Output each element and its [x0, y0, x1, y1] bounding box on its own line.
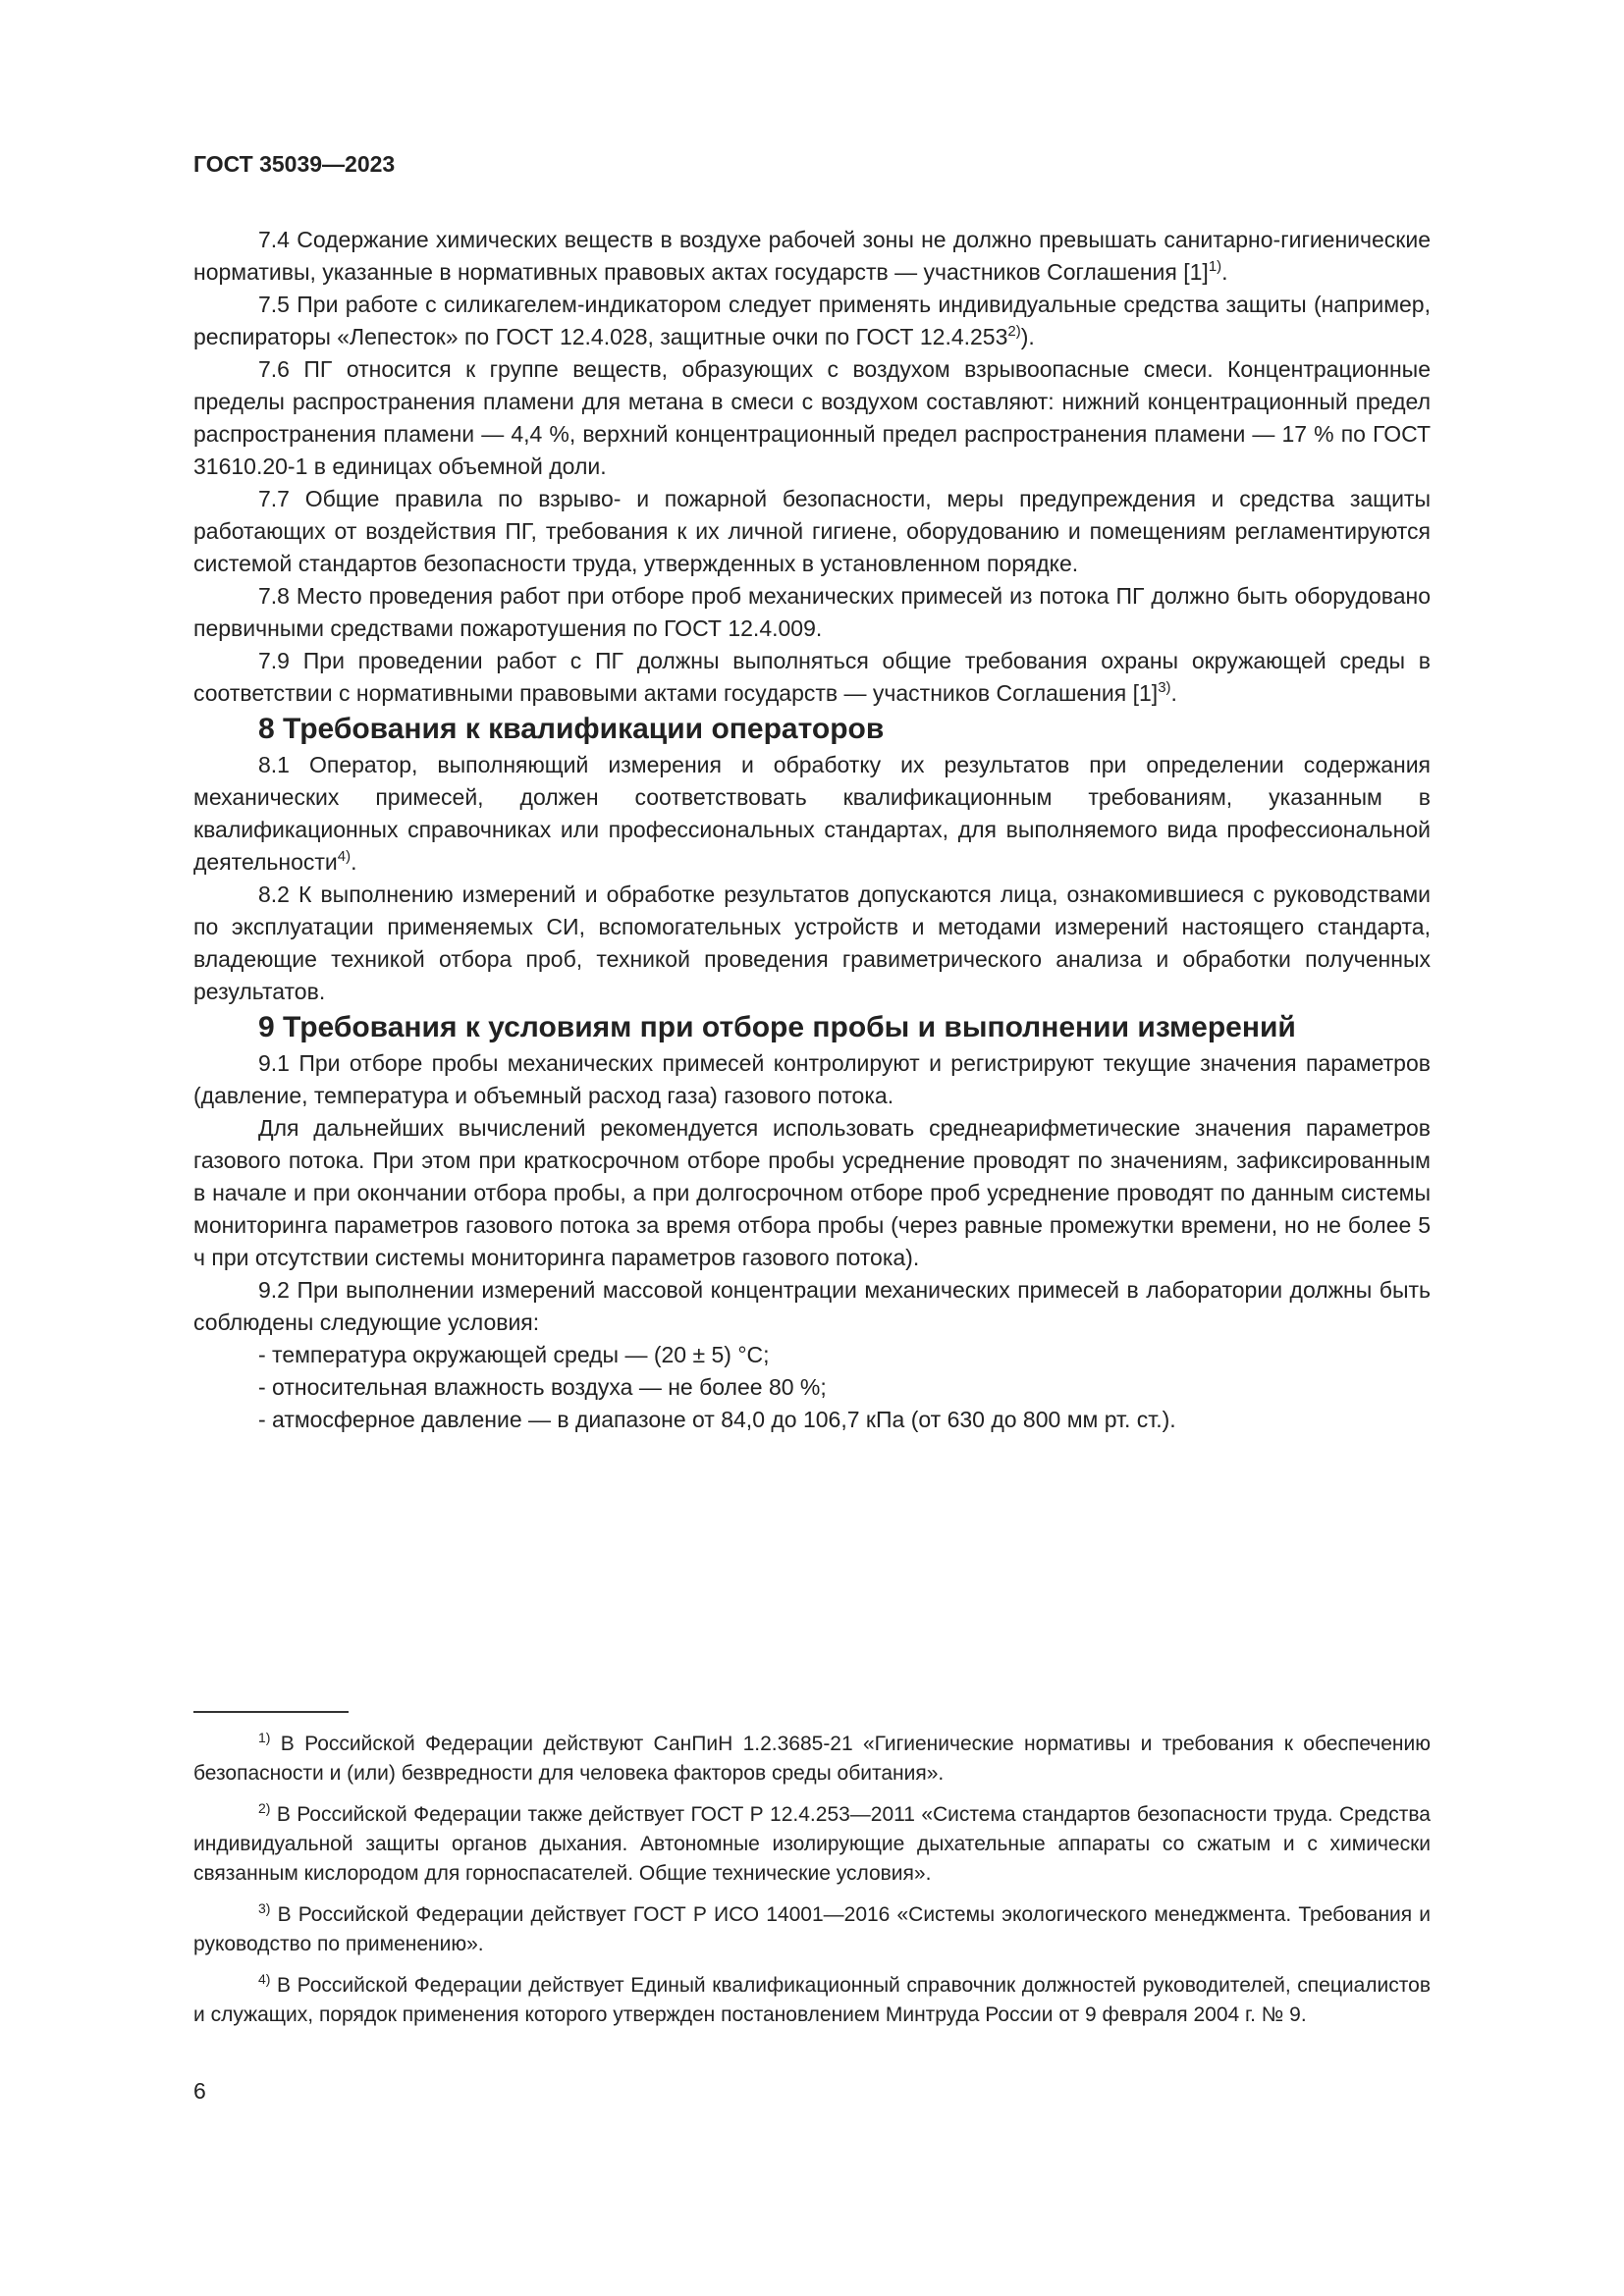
list-item: - температура окружающей среды — (20 ± 5) °С;: [258, 1342, 770, 1367]
paragraph-7-6: 7.6 ПГ относится к группе веществ, образующих с воздухом взрывоопасные смеси. Концентрационные пределы распространения пламени для метана в смеси с воздухом составляют: нижний концентрационный предел распространения пламени — 4,4 %, верхний концентрационный предел распространения пламени — 17 % по ГОСТ 31610.20-1 в единицах объемной доли.: [193, 356, 1431, 479]
footnote-2: $^{2)}$ В Российской Федерации также действует ГОСТ Р 12.4.253—2011 «Система стандартов безопасности труда. Средства индивидуальной защиты органов дыхания. Автономные изолирующие дыхательные аппараты со сжатым и с химически связанным кислородом для горноспасателей. Общие технические условия».: [193, 1800, 1431, 1885]
footnote-4: $^{4)}$ В Российской Федерации действует Единый квалификационный справочник должностей руководителей, специалистов и служащих, порядок применения которого утвержден постановлением Минтруда России от 9 февраля 2004 г. № 9.: [193, 1971, 1431, 2026]
footnote-mark: 3): [258, 1900, 271, 1916]
section-8-heading: 8 Требования к квалификации операторов: [258, 713, 885, 745]
footnote-ref-2[interactable]: 2): [1007, 323, 1021, 340]
conditions-list: [193, 1339, 1431, 1436]
footnote-mark: 4): [258, 1971, 271, 1987]
paragraph-9-2: 9.2 При выполнении измерений массовой концентрации механических примесей в лаборатории должны быть соблюдены следующие условия:: [193, 1277, 1431, 1335]
footnote-ref-4[interactable]: 4): [337, 848, 352, 865]
paragraph-8-1: 8.1 Оператор, выполняющий измерения и обработку их результатов при определении содержания механических примесей, должен соответствовать квалификационным требованиям, указанным в квалификационных справочниках или профессиональных стандартах, для выполняемого вида профессиональной деятельности$^{4)}$.: [193, 752, 1431, 875]
footnote-divider: [193, 1711, 349, 1713]
footnote-3: $^{3)}$ В Российской Федерации действует ГОСТ Р ИСО 14001—2016 «Системы экологического менеджмента. Требования и руководство по применению».: [193, 1900, 1431, 1955]
document-header: ГОСТ 35039—2023: [193, 151, 396, 177]
footnote-1: $^{1)}$ В Российской Федерации действуют СанПиН 1.2.3685-21 «Гигиенические нормативы и требования к обеспечению безопасности и (или) безвредности для человека факторов среды обитания».: [193, 1730, 1431, 1785]
paragraph-7-7: 7.7 Общие правила по взрыво- и пожарной безопасности, меры предупреждения и средства защиты работающих от воздействия ПГ, требования к их личной гигиене, оборудованию и помещениям регламентируются системой стандартов безопасности труда, утвержденных в установленном порядке.: [193, 486, 1431, 576]
paragraph-7-8: 7.8 Место проведения работ при отборе проб механических примесей из потока ПГ должно быть оборудовано первичными средствами пожаротушения по ГОСТ 12.4.009.: [193, 583, 1431, 641]
list-item: - относительная влажность воздуха — не более 80 %;: [258, 1374, 827, 1400]
list-item: - атмосферное давление — в диапазоне от 84,0 до 106,7 кПа (от 630 до 800 мм рт. ст.).: [258, 1407, 1176, 1432]
paragraph-7-9: 7.9 При проведении работ с ПГ должны выполняться общие требования охраны окружающей среды в соответствии с нормативными правовыми актами государств — участников Соглашения $[1]^{3)}$.: [193, 648, 1431, 706]
footnote-mark: 1): [258, 1730, 271, 1745]
footnote-mark: 2): [258, 1800, 271, 1816]
paragraph-8-2: 8.2 К выполнению измерений и обработке результатов допускаются лица, ознакомившиеся с руководствами по эксплуатации применяемых СИ, вспомогательных устройств и методами измерений настоящего стандарта, владеющие техникой отбора проб, техникой проведения гравиметрического анализа и обработки полученных результатов.: [193, 881, 1431, 1004]
section-9-heading: 9 Требования к условиям при отборе пробы и выполнении измерений: [258, 1011, 1296, 1043]
footnote-ref-3[interactable]: 3): [1158, 679, 1171, 696]
paragraph-9-1-continued: Для дальнейших вычислений рекомендуется использовать среднеарифметические значения параметров газового потока. При этом при краткосрочном отборе пробы усреднение проводят по значениям, зафиксированным в начале и при окончании отбора пробы, а при долгосрочном отборе проб усреднение проводят по данным системы мониторинга параметров газового потока за время отбора пробы (через равные промежутки времени, но не более 5 ч при отсутствии системы мониторинга параметров газового потока).: [193, 1115, 1431, 1270]
footnote-ref-1[interactable]: 1): [1208, 258, 1222, 275]
paragraph-7-5: 7.5 При работе с силикагелем-индикатором следует применять индивидуальные средства защиты (например, респираторы «Лепесток» по ГОСТ 12.4.028, защитные очки по ГОСТ 12.4.253$^{2)}$).: [193, 292, 1431, 349]
footnotes: [193, 1730, 1431, 2042]
document-body: [193, 224, 1431, 1436]
paragraph-7-4: 7.4 Содержание химических веществ в воздухе рабочей зоны не должно превышать санитарно-гигиенические нормативы, указанные в нормативных правовых актах государств — участников Соглашения $[1]^{1)}$.: [193, 227, 1431, 285]
paragraph-9-1: 9.1 При отборе пробы механических примесей контролируют и регистрируют текущие значения параметров (давление, температура и объемный расход газа) газового потока.: [193, 1050, 1431, 1108]
page-number: 6: [193, 2078, 206, 2104]
